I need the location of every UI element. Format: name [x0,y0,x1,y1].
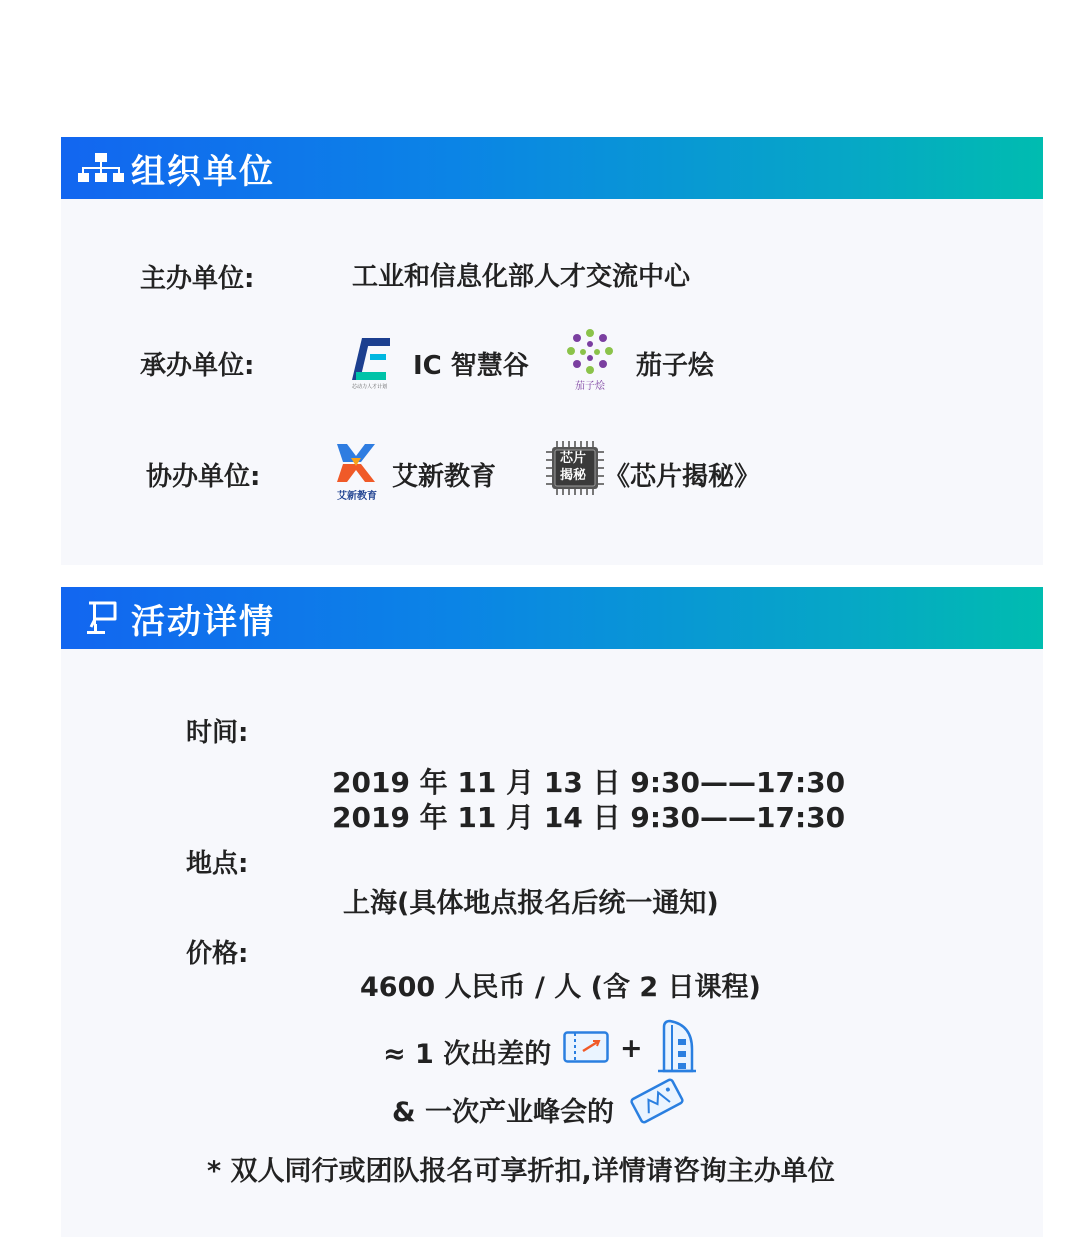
section-banner-organizers [61,137,1043,199]
section-banner-details [61,587,1043,649]
organizer-2-name: 茄子烩 [636,351,715,381]
host-label: 主办单位: [140,264,255,294]
org-chart-icon [75,148,127,188]
chip-reveal-logo: 芯片 揭秘 [546,441,604,495]
time-line-2: 2019 年 11 月 14 日 9:30——17:30 [332,801,846,834]
section-title: 组织单位 [131,151,275,192]
organizer-1-name: IC 智慧谷 [413,351,529,381]
qiezihui-logo: 茄子烩 [565,327,617,397]
discount-note: * 双人同行或团队报名可享折扣,详情请咨询主办单位 [207,1156,835,1187]
aixin-edu-logo: 艾新教育 [333,440,381,504]
coorganizer-1-name: 艾新教育 [392,462,497,492]
location-label: 地点: [186,849,249,879]
organizers-panel [61,199,1043,565]
time-line-1: 2019 年 11 月 13 日 9:30——17:30 [332,766,846,799]
section-title: 活动详情 [131,601,275,642]
hotel-building-icon [656,1019,698,1077]
compare-summit-text: & 一次产业峰会的 [392,1097,614,1128]
compare-travel-text: ≈ 1 次出差的 [383,1039,552,1070]
organizer-label: 承办单位: [140,351,255,381]
time-label: 时间: [186,718,249,748]
flight-ticket-icon [563,1031,609,1067]
coorganizer-2-name: 《芯片揭秘》 [604,462,761,492]
coorganizer-label: 协办单位: [146,462,261,492]
price-label: 价格: [186,939,249,969]
ic-zhihuigu-logo: 芯动力人才计划 [350,336,405,394]
presentation-board-icon [75,598,127,638]
compare-plus: + [620,1033,643,1064]
price-value: 4600 人民币 / 人 (含 2 日课程) [360,972,761,1003]
host-value: 工业和信息化部人才交流中心 [352,262,691,292]
summit-ticket-icon [628,1078,686,1128]
location-value: 上海(具体地点报名后统一通知) [343,888,719,919]
